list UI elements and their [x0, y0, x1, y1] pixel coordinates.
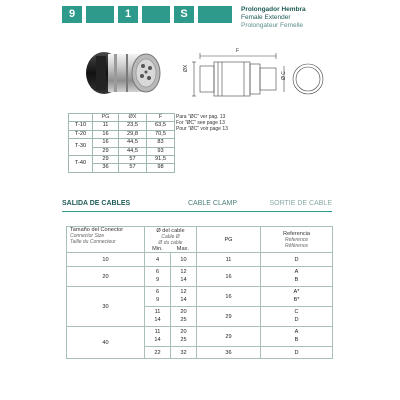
ref-header-en: Reference	[284, 236, 309, 243]
max-value: 20	[180, 309, 187, 316]
title-spanish: Prolongador Hembra	[241, 6, 306, 13]
max-value: 14	[180, 276, 187, 283]
pg-cell: 16	[197, 267, 261, 287]
max-value: 20	[180, 329, 187, 336]
note-french: Pour "ØC" voir page 13	[176, 126, 228, 132]
cable-header-en: Cable Ø	[161, 233, 180, 240]
ref-cell: D	[261, 253, 333, 267]
min-header: Min.	[152, 245, 163, 252]
connector-photo	[82, 44, 166, 100]
size-cell: T-20	[69, 130, 93, 138]
min-value: 14	[154, 336, 161, 343]
f-cell: 93	[147, 147, 175, 155]
table-row	[69, 130, 175, 138]
header-cell	[69, 114, 93, 122]
min-value: 9	[155, 276, 160, 283]
pg-cell: 16	[93, 130, 119, 138]
dim-label-f: F	[236, 48, 240, 54]
table-row	[69, 122, 175, 130]
note-spanish: Para "ØC" ver pag. 13	[176, 114, 226, 120]
f-cell: 63,5	[147, 122, 175, 130]
cable-diameter-header	[145, 227, 197, 253]
size-header-fr: Taille du Connecteur	[70, 239, 116, 245]
max-cell	[171, 307, 197, 327]
ref-value: A*	[293, 289, 300, 296]
header-cell: PG	[93, 114, 119, 122]
code-blank-2	[142, 6, 170, 23]
max-cell: 32	[171, 347, 197, 359]
f-cell: 91,5	[147, 156, 175, 164]
header-cell: ØX	[119, 114, 147, 122]
code-blank-1	[86, 6, 114, 23]
min-cell: 22	[145, 347, 171, 359]
code-digit-2: 1	[118, 6, 138, 23]
dim-label-oc: Ø C	[281, 71, 287, 80]
min-cell	[145, 307, 171, 327]
size-cell: T-30	[69, 139, 93, 156]
ref-value: B	[294, 276, 299, 283]
pg-cell: 16	[93, 139, 119, 147]
product-code-bar	[62, 6, 232, 23]
header-cell: F	[147, 114, 175, 122]
ox-cell: 29,8	[119, 130, 147, 138]
min-cell: 4	[145, 253, 171, 267]
code-letter: S	[174, 6, 194, 23]
ref-value: A	[294, 269, 299, 276]
size-cell: T-10	[69, 122, 93, 130]
pg-cell: 11	[197, 253, 261, 267]
size-cell: 40	[67, 327, 145, 359]
table-row	[69, 139, 175, 147]
ref-cell	[261, 307, 333, 327]
size-header	[67, 227, 145, 253]
pg-cell: 16	[197, 287, 261, 307]
max-value: 25	[180, 336, 187, 343]
table-header-row	[69, 114, 175, 122]
title-english: Female Extender	[241, 14, 291, 21]
table-row	[67, 253, 333, 267]
min-value: 14	[154, 316, 161, 323]
ref-cell	[261, 327, 333, 347]
pg-cell: 29	[197, 307, 261, 327]
cable-header-fr: Ø du cable	[158, 239, 183, 246]
min-value: 11	[154, 309, 161, 316]
size-header-en: Connector Size	[70, 233, 105, 239]
ref-value: A	[294, 329, 299, 336]
title-french: Prolongateur Femelle	[241, 22, 304, 29]
table-row	[67, 287, 333, 307]
min-value: 9	[155, 296, 160, 303]
dim-label-ox: ØX	[183, 64, 189, 72]
dimension-table	[68, 113, 175, 173]
pg-cell: 29	[93, 147, 119, 155]
reference-header	[261, 227, 333, 253]
ref-cell: D	[261, 347, 333, 359]
heading-spanish: SALIDA DE CABLES	[62, 200, 131, 207]
ox-cell: 44,5	[119, 147, 147, 155]
max-cell: 10	[171, 253, 197, 267]
table-row	[67, 327, 333, 347]
max-value: 25	[180, 316, 187, 323]
heading-french: SORTIE DE CABLE	[269, 200, 332, 207]
max-cell	[171, 267, 197, 287]
min-cell	[145, 327, 171, 347]
cable-clamp-table	[66, 226, 333, 359]
size-cell: T-40	[69, 156, 93, 173]
max-value: 14	[180, 296, 187, 303]
min-value: 6	[155, 269, 160, 276]
pg-cell: 11	[93, 122, 119, 130]
ref-header-es: Referencia	[282, 230, 311, 237]
ox-cell: 44,5	[119, 139, 147, 147]
max-cell	[171, 327, 197, 347]
pg-cell: 29	[197, 327, 261, 347]
cable-clamp-heading	[62, 199, 332, 212]
ref-value: B*	[293, 296, 300, 303]
size-cell: 20	[67, 267, 145, 287]
ref-header-fr: Référence	[284, 242, 309, 249]
cable-header-es: Ø del cable	[156, 227, 185, 234]
max-header: Max.	[176, 245, 189, 252]
size-cell: 10	[67, 253, 145, 267]
max-cell	[171, 287, 197, 307]
max-value: 12	[180, 289, 187, 296]
ref-value: B	[294, 336, 299, 343]
see-page-note	[176, 114, 228, 132]
min-cell	[145, 287, 171, 307]
max-value: 12	[180, 269, 187, 276]
ox-cell: 23,5	[119, 122, 147, 130]
ref-value: C	[294, 309, 299, 316]
min-cell	[145, 267, 171, 287]
code-digit-1: 9	[62, 6, 82, 23]
table-row	[69, 156, 175, 164]
code-blank-3	[198, 6, 232, 23]
ox-cell: 57	[119, 164, 147, 172]
note-english: For "ØC" see page 13	[176, 120, 225, 126]
table-row	[67, 267, 333, 287]
size-header-es: Tamaño del Conector	[70, 227, 124, 233]
pg-cell: 36	[197, 347, 261, 359]
ox-cell: 57	[119, 156, 147, 164]
size-cell: 30	[67, 287, 145, 327]
pg-cell: 29	[93, 156, 119, 164]
ref-cell	[261, 267, 333, 287]
pg-cell: 36	[93, 164, 119, 172]
f-cell: 98	[147, 164, 175, 172]
table-header-row	[67, 227, 333, 253]
ref-cell	[261, 287, 333, 307]
product-title	[241, 6, 306, 30]
min-value: 11	[154, 329, 161, 336]
ref-value: D	[294, 316, 299, 323]
min-value: 6	[155, 289, 160, 296]
dimension-drawing	[188, 50, 328, 100]
heading-english: CABLE CLAMP	[188, 200, 238, 207]
f-cell: 70,5	[147, 130, 175, 138]
pg-header: PG	[197, 227, 261, 253]
f-cell: 83	[147, 139, 175, 147]
